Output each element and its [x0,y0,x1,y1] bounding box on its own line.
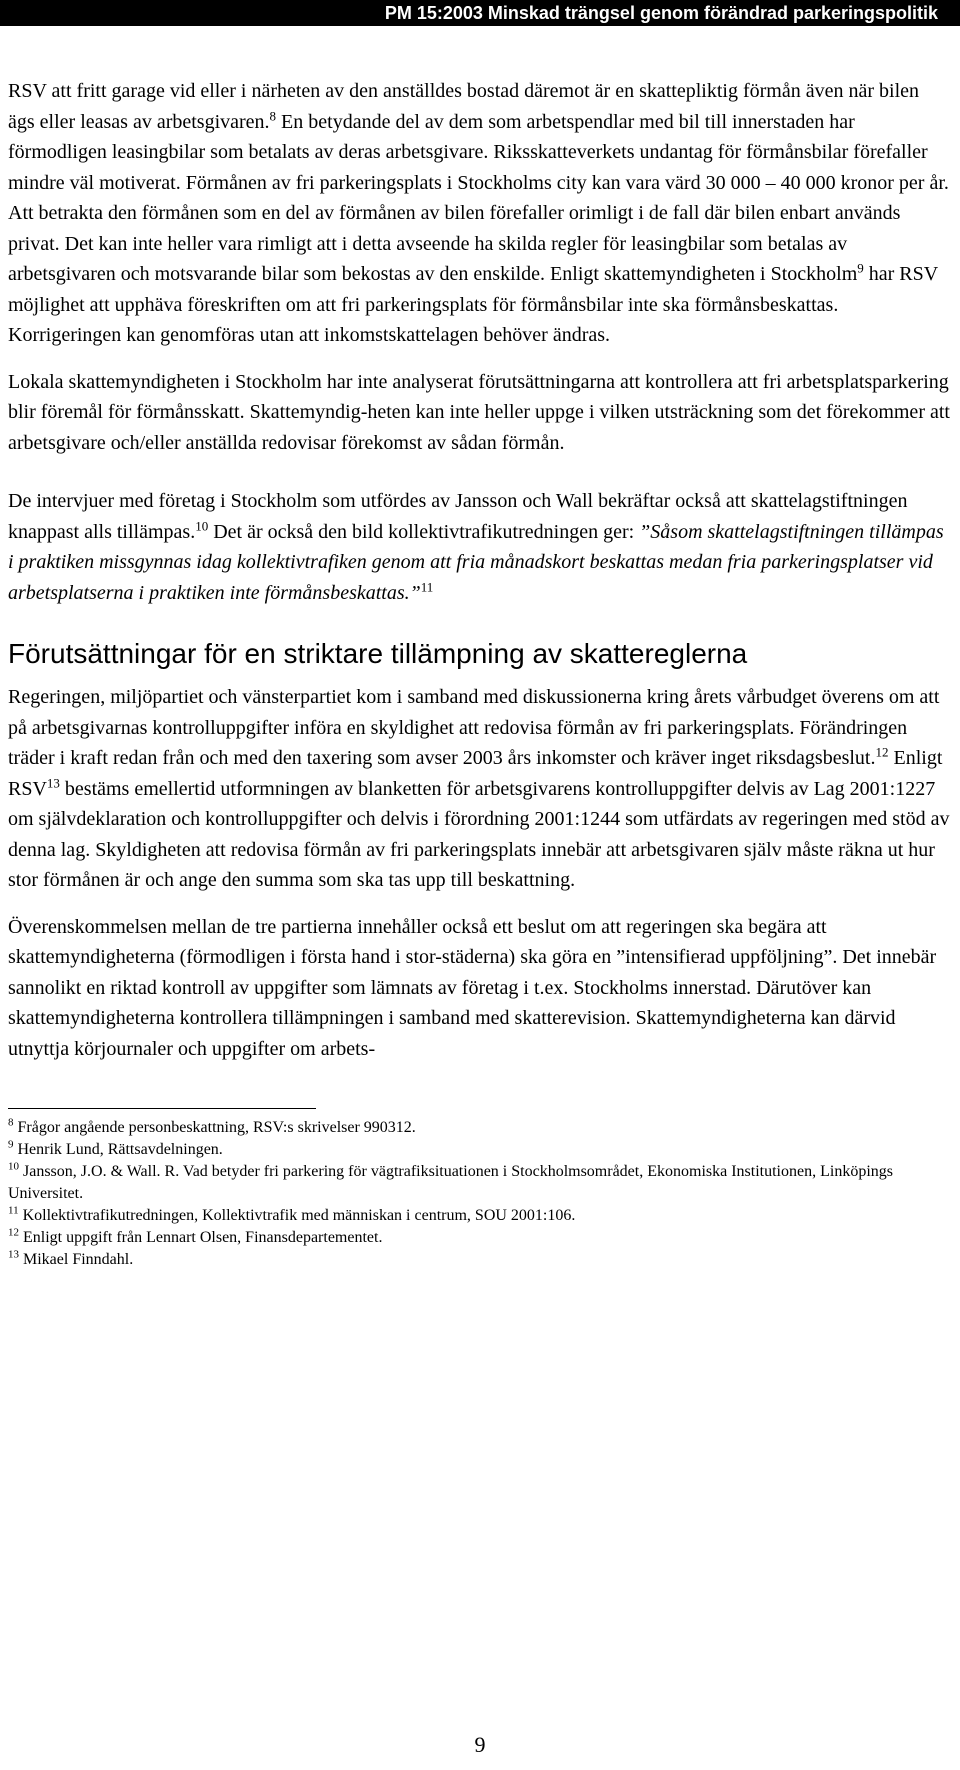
paragraph-3 [8,486,950,608]
footnote-11: $^{11}$ Kollektivtrafikutredningen, Kollektivtrafik med människan i centrum, SOU 2001:106. [8,1204,576,1224]
paragraph-text: Det är också den bild kollektivtrafikutredningen ger: [208,520,640,543]
footnote-ref-13[interactable]: 13 [46,774,60,790]
footnote-9: $^9$ Henrik Lund, Rättsavdelningen. [8,1138,223,1158]
paragraph-text: En betydande del av dem som arbetspendlar med bil till innerstaden har förmodligen leasingbilar som betalats av deras arbetsgivare. Riksskatteverkets undantag för förmånsbilar förefaller mindre väl motiverat. Förmånen av fri parkeringsplats i Stockholms city kan vara värd 30 000 – 40 000 kronor per år. Att betrakta den förmånen som en del av förmånen av bilen förefaller orimligt i de fall där bilen enbart används privat. Det kan inte heller vara rimligt att i detta avseende ha skilda regler för leasingbilar som betalas av arbetsgivaren och motsvarande bilar som bekostas av den enskilde. Enligt skattemyndigheten i Stockholm [8,110,949,285]
paragraph-text: RSV att fritt garage vid eller i närheten av den anställdes bostad däremot är en skattepliktig förmån även när bilen ägs eller leasas av arbetsgivaren. [8,80,919,133]
footnote-divider [8,1108,316,1109]
footnote-ref-10[interactable]: 10 [195,517,209,533]
footnote-8: $^8$ Frågor angående personbeskattning, RSV:s skrivelser 990312. [8,1116,416,1136]
paragraph-1 [8,76,950,351]
footnotes [8,1117,950,1271]
footnote-ref-12[interactable]: 12 [875,744,889,760]
paragraph-text: De intervjuer med företag i Stockholm som utfördes av Jansson och Wall bekräftar också att skattelagstiftningen knappast alls tillämpas. [8,490,908,543]
paragraph-2: Lokala skattemyndigheten i Stockholm har inte analyserat förutsättningarna att kontrollera att fri arbetsplatsparkering blir föremål för förmånsskatt. Skattemyndig-heten kan inte heller uppge i vilken utsträckning som det förekommer att arbetsgivare och/eller anställda redovisar förekomst av sådan förmån. [8,370,950,454]
footnote-ref-11[interactable]: 11 [420,578,434,594]
paragraph-text: bestäms emellertid utformningen av blanketten för arbetsgivarens kontrolluppgifter delvis av Lag 2001:1227 om självdeklaration och kontrolluppgifter och delvis i förordning 2001:1244 som utfärdats av regeringen med stöd av denna lag. Skyldigheten att redovisa förmån av fri parkeringsplats innebär att arbetsgivaren själv måste räkna ut hur stor förmånen är och ange den summa som ska tas upp till beskattning. [8,777,950,891]
page-number: 9 [474,1732,486,1757]
footnote-ref-8[interactable]: 8 [269,107,277,123]
paragraph-text: har RSV möjlighet att upphäva föreskriften om att fri parkeringsplats för förmånsbilar inte ska förmånsbeskattas. Korrigeringen kan genomföras utan att inkomstskattelagen behöver ändras. [8,263,938,346]
quotation: ”Såsom skattelagstiftningen tillämpas i praktiken missgynnas idag kollektivtrafiken genom att fria månadskort beskattas medan fria parkeringsplatser vid arbetsplatserna i praktiken inte förmånsbeskattas.” [8,520,944,604]
paragraph-text: Enligt RSV [8,747,943,800]
page-body [8,76,950,1271]
paragraph-4 [8,682,950,896]
section-heading: Förutsättningar för en striktare tillämpning av skattereglerna [8,638,748,669]
footnote-ref-9[interactable]: 9 [857,260,864,276]
running-header: PM 15:2003 Minskad trängsel genom förändrad parkeringspolitik [0,0,960,26]
footnote-10: $^{10}$ Jansson, J.O. & Wall. R. Vad betyder fri parkering för vägtrafiksituationen i Stockholmsområdet, Ekonomiska Institutionen, Linköpings Universitet. [8,1160,893,1202]
paragraph-text: Regeringen, miljöpartiet och vänsterpartiet kom i samband med diskussionerna kring årets vårbudget överens om att på arbetsgivarnas kontrolluppgifter införa en skyldighet att redovisa förmån av fri parkeringsplats. Förändringen träder i kraft redan från och med den taxering som avser 2003 års inkomster och kräver inget riksdagsbeslut. [8,686,940,769]
paragraph-5: Överenskommelsen mellan de tre partierna innehåller också ett beslut om att regeringen ska begära att skattemyndigheterna (förmodligen i första hand i stor-städerna) ska göra en ”intensifierad uppföljning”. Det innebär sannolikt en riktad kontroll av uppgifter som lämnats av företag i t.ex. Stockholms innerstad. Därutöver kan skattemyndigheterna kontrollera tillämpningen i samband med skatterevision. Skattemyndigheterna kan därvid utnyttja körjournaler och uppgifter om arbets- [8,915,937,1060]
footnote-13: $^{13}$ Mikael Finndahl. [8,1248,134,1268]
footnote-12: $^{12}$ Enligt uppgift från Lennart Olsen, Finansdepartementet. [8,1226,383,1246]
